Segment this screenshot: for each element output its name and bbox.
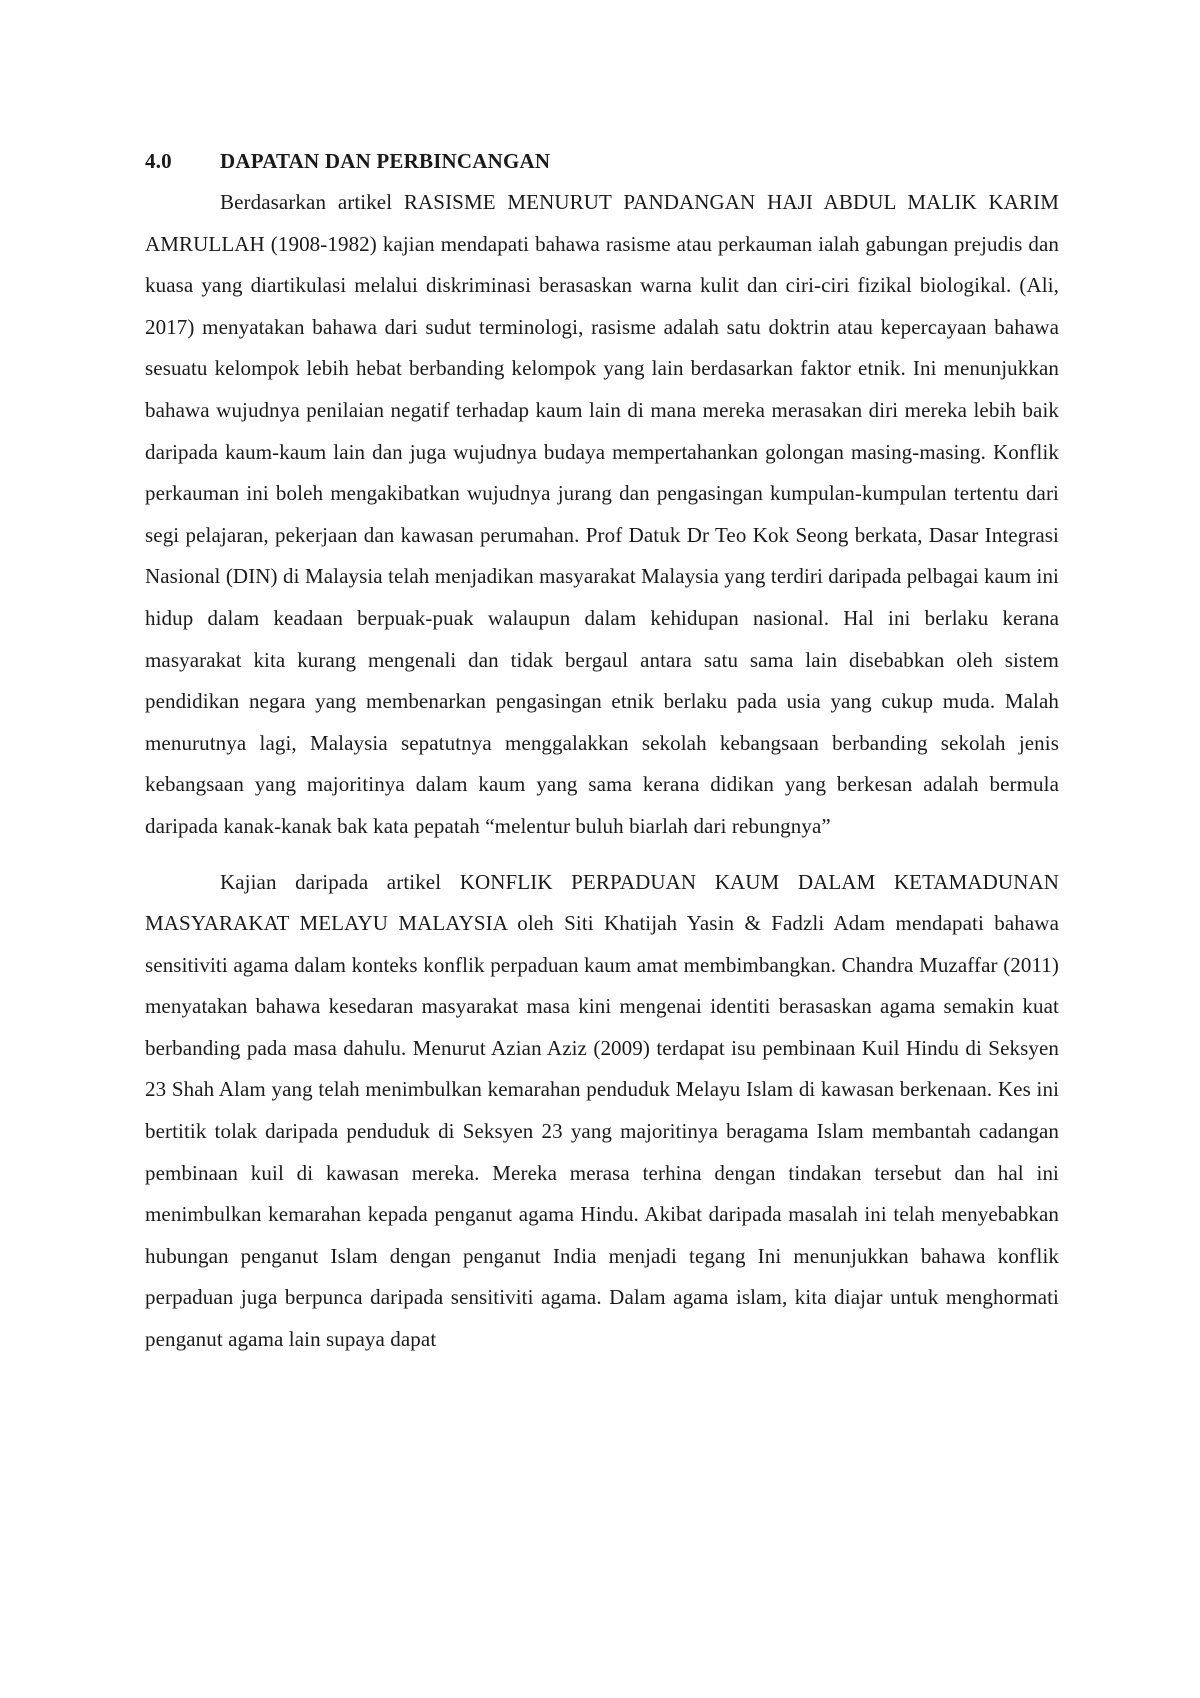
section-heading [145, 140, 1059, 182]
section-title: DAPATAN DAN PERBINCANGAN [220, 149, 551, 173]
paragraph-rasisme: Berdasarkan artikel RASISME MENURUT PANDANGAN HAJI ABDUL MALIK KARIM AMRULLAH (1908-1982) kajian mendapati bahawa rasisme atau perkauman ialah gabungan prejudis dan kuasa yang diartikulasi melalui diskriminasi berasaskan warna kulit dan ciri-ciri fizikal biologikal. (Ali, 2017) menyatakan bahawa dari sudut terminologi, rasisme adalah satu doktrin atau kepercayaan bahawa sesuatu kelompok lebih hebat berbanding kelompok yang lain berdasarkan faktor etnik. Ini menunjukkan bahawa wujudnya penilaian negatif terhadap kaum lain di mana mereka merasakan diri mereka lebih baik daripada kaum-kaum lain dan juga wujudnya budaya mempertahankan golongan masing-masing. Konflik perkauman ini boleh mengakibatkan wujudnya jurang dan pengasingan kumpulan-kumpulan tertentu dari segi pelajaran, pekerjaan dan kawasan perumahan. Prof Datuk Dr Teo Kok Seong berkata, Dasar Integrasi Nasional (DIN) di Malaysia telah menjadikan masyarakat Malaysia yang terdiri daripada pelbagai kaum ini hidup dalam keadaan berpuak-puak walaupun dalam kehidupan nasional. Hal ini berlaku kerana masyarakat kita kurang mengenali dan tidak bergaul antara satu sama lain disebabkan oleh sistem pendidikan negara yang membenarkan pengasingan etnik berlaku pada usia yang cukup muda. Malah menurutnya lagi, Malaysia sepatutnya menggalakkan sekolah kebangsaan berbanding sekolah jenis kebangsaan yang majoritinya dalam kaum yang sama kerana didikan yang berkesan adalah bermula daripada kanak-kanak bak kata pepatah “melentur buluh biarlah dari rebungnya” [145, 190, 1059, 838]
paragraph-konflik-perpaduan: Kajian daripada artikel KONFLIK PERPADUAN KAUM DALAM KETAMADUNAN MASYARAKAT MELAYU MALAYSIA oleh Siti Khatijah Yasin & Fadzli Adam mendapati bahawa sensitiviti agama dalam konteks konflik perpaduan kaum amat membimbangkan. Chandra Muzaffar (2011) menyatakan bahawa kesedaran masyarakat masa kini mengenai identiti berasaskan agama semakin kuat berbanding pada masa dahulu. Menurut Azian Aziz (2009) terdapat isu pembinaan Kuil Hindu di Seksyen 23 Shah Alam yang telah menimbulkan kemarahan penduduk Melayu Islam di kawasan berkenaan. Kes ini bertitik tolak daripada penduduk di Seksyen 23 yang majoritinya beragama Islam membantah cadangan pembinaan kuil di kawasan mereka. Mereka merasa terhina dengan tindakan tersebut dan hal ini menimbulkan kemarahan kepada penganut agama Hindu. Akibat daripada masalah ini telah menyebabkan hubungan penganut Islam dengan penganut India menjadi tegang Ini menunjukkan bahawa konflik perpaduan juga berpunca daripada sensitiviti agama. Dalam agama islam, kita diajar untuk menghormati penganut agama lain supaya dapat [145, 869, 1059, 1352]
section-number: 4.0 [145, 149, 172, 173]
page-content [145, 140, 1059, 1361]
